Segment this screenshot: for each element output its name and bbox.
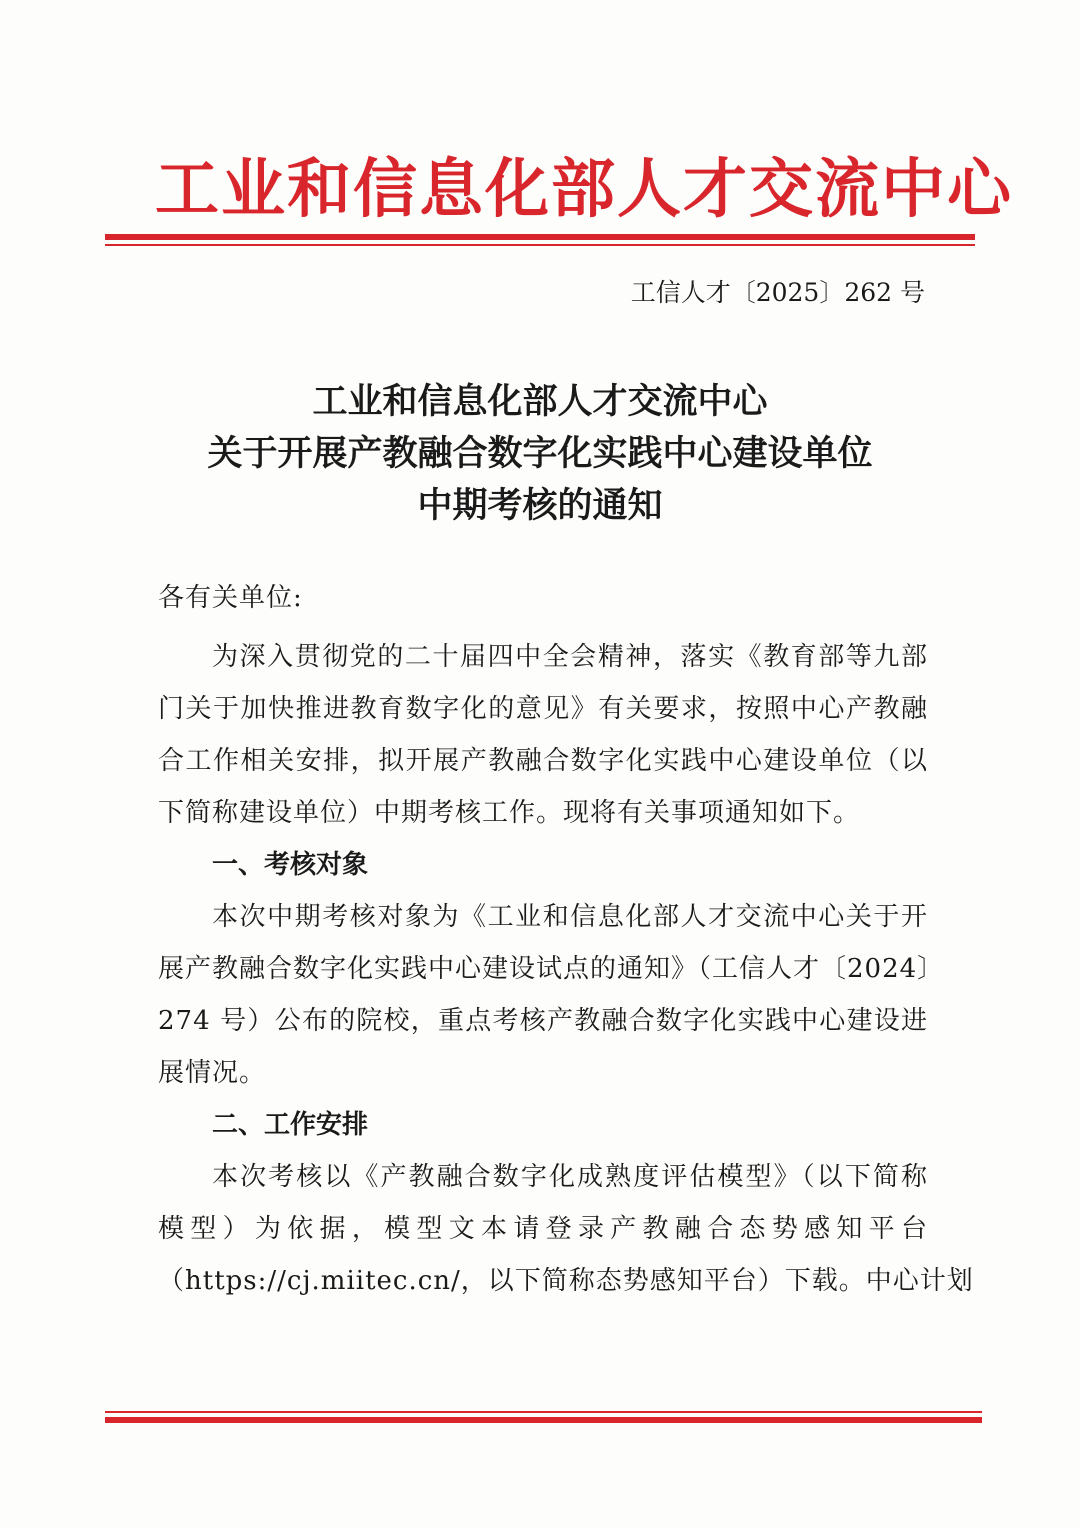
section-1-line: 274 号）公布的院校，重点考核产教融合数字化实践中心建设进 <box>158 1006 928 1036</box>
footer-rule-thick <box>105 1417 982 1423</box>
masthead-rule-thick <box>105 234 975 240</box>
section-2-heading: 二、工作安排 <box>212 1110 369 1140</box>
document-title-line-3: 中期考核的通知 <box>417 485 663 526</box>
section-1-heading: 一、考核对象 <box>212 850 369 880</box>
section-2-line: 模型）为依据，模型文本请登录产教融合态势感知平台 <box>158 1214 928 1244</box>
paragraph-1-line: 下简称建设单位）中期考核工作。现将有关事项通知如下。 <box>158 798 861 828</box>
section-1-line: 本次中期考核对象为《工业和信息化部人才交流中心关于开 <box>212 902 928 932</box>
paragraph-1-line: 为深入贯彻党的二十届四中全会精神，落实《教育部等九部 <box>212 642 928 672</box>
paragraph-1-line: 门关于加快推进教育数字化的意见》有关要求，按照中心产教融 <box>158 694 928 724</box>
document-number: 工信人才〔2025〕262 号 <box>630 278 925 307</box>
salutation: 各有关单位: <box>158 583 303 613</box>
paragraph-1-line: 合工作相关安排，拟开展产教融合数字化实践中心建设单位（以 <box>158 746 928 776</box>
section-1-line: 展产教融合数字化实践中心建设试点的通知》（工信人才〔2024〕 <box>158 954 945 984</box>
masthead-title: 工业和信息化部人才交流中心 <box>155 152 1013 227</box>
footer-rule-thin <box>105 1411 982 1413</box>
section-1-line: 展情况。 <box>158 1058 267 1088</box>
document-title-line-2: 关于开展产教融合数字化实践中心建设单位 <box>207 433 873 474</box>
section-2-line: 本次考核以《产教融合数字化成熟度评估模型》（以下简称 <box>212 1162 928 1192</box>
masthead-rule-thin <box>105 244 975 246</box>
document-title-line-1: 工业和信息化部人才交流中心 <box>312 381 768 422</box>
section-2-line: （https://cj.miitec.cn/，以下简称态势感知平台）下载。中心计划 <box>158 1266 974 1296</box>
